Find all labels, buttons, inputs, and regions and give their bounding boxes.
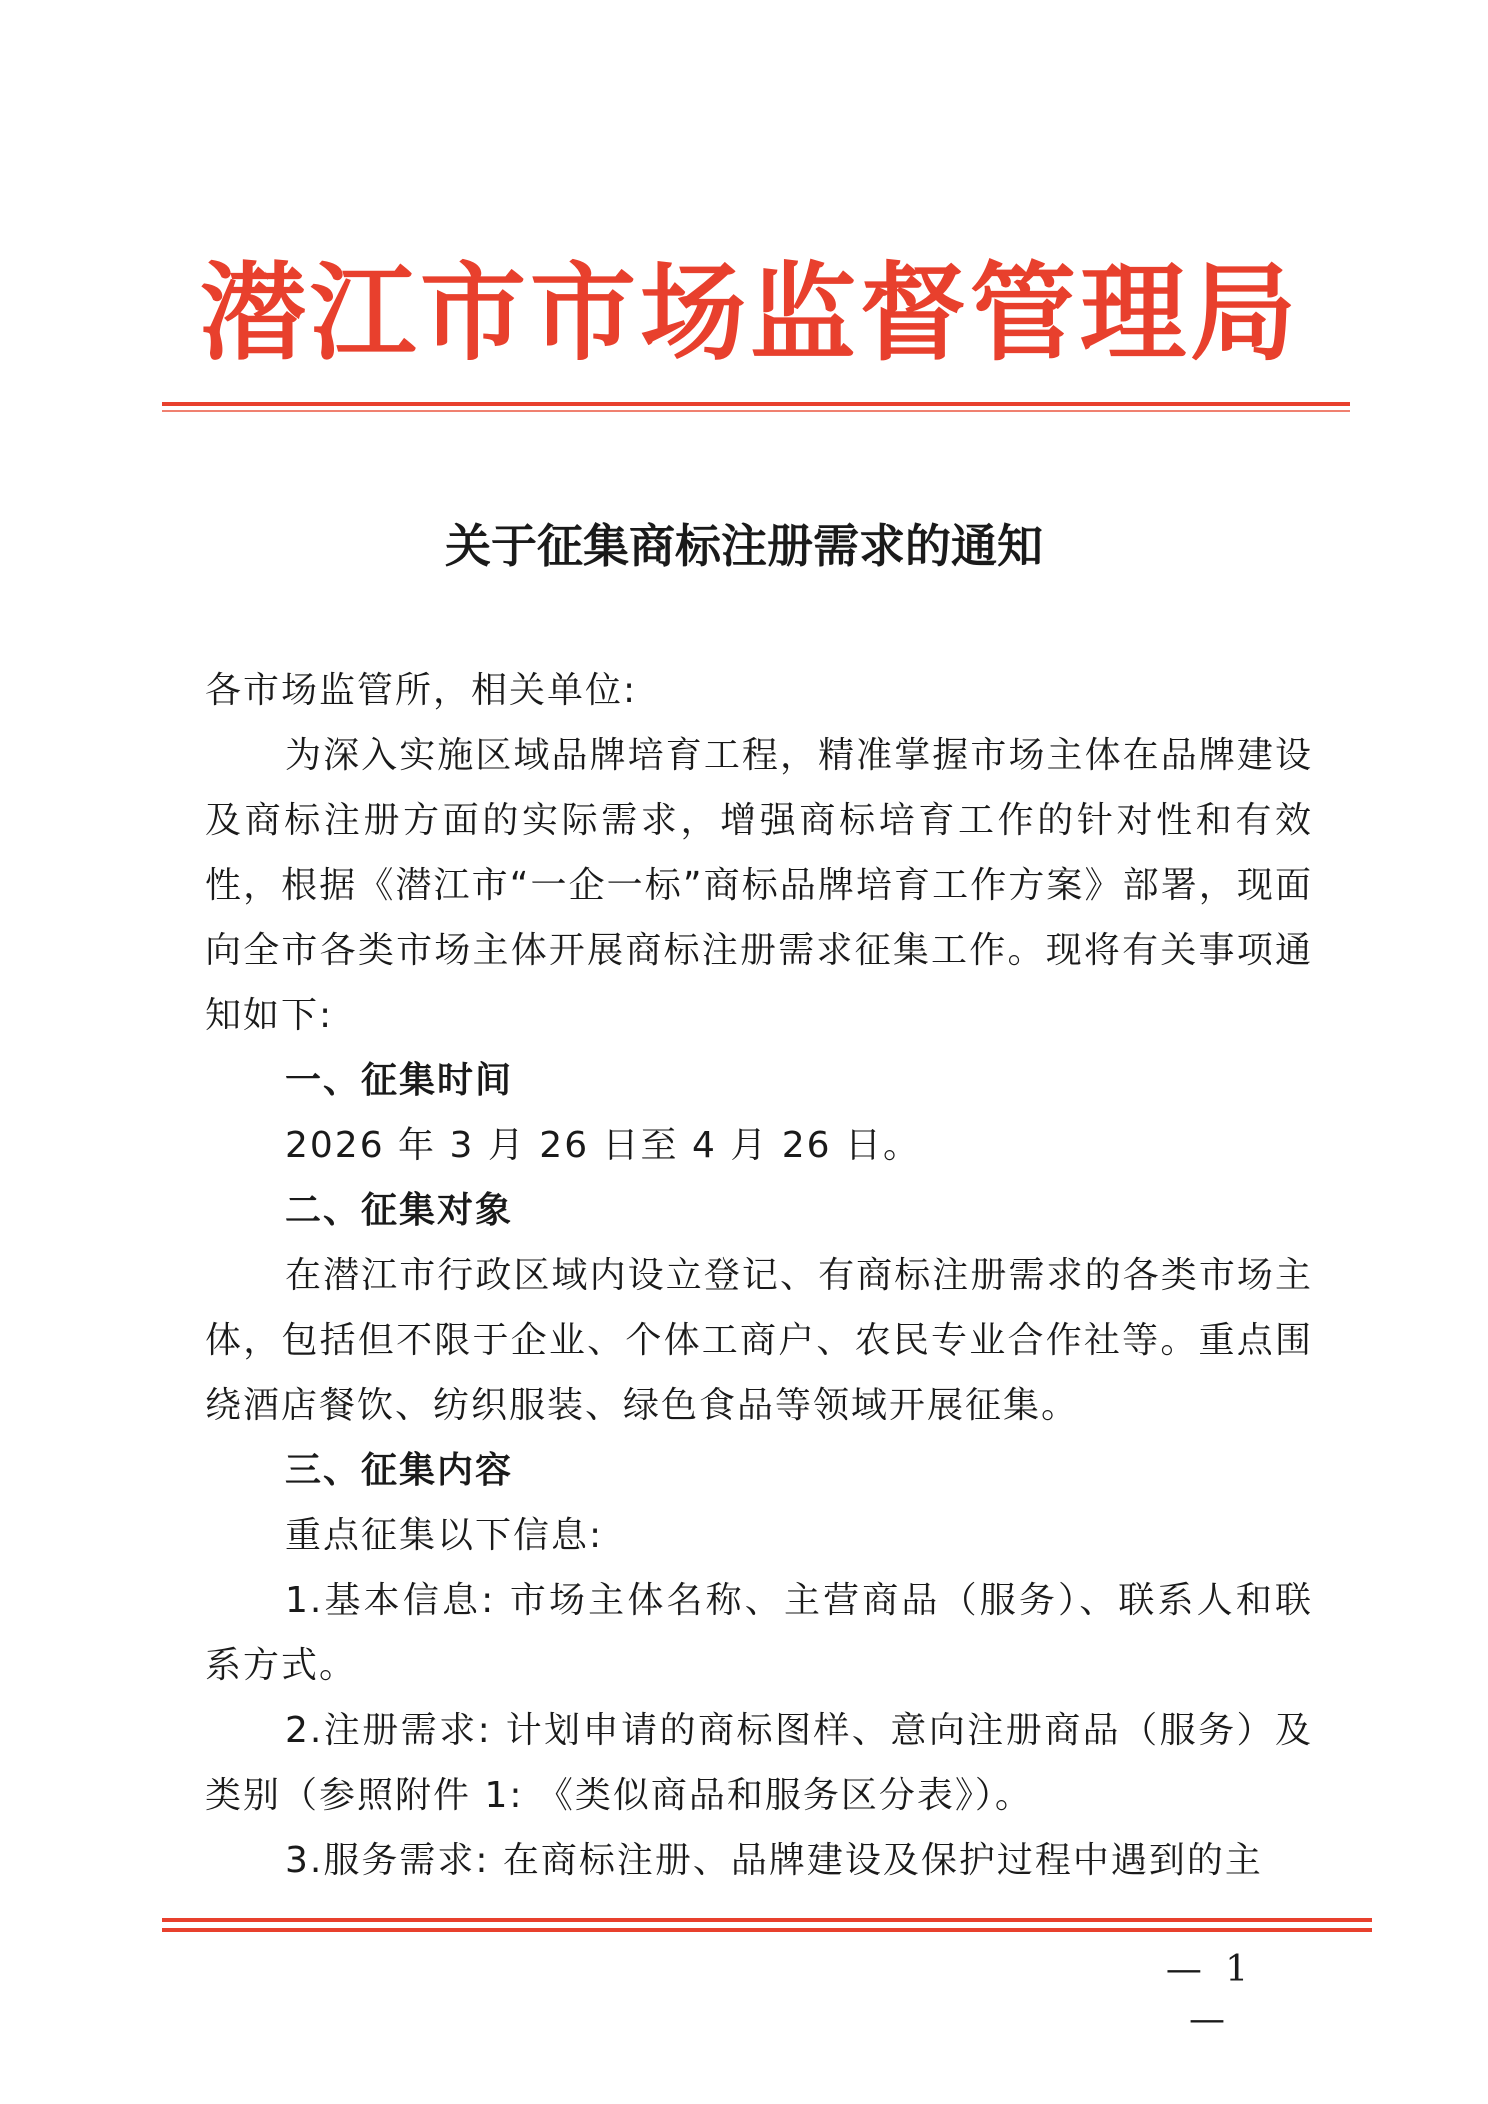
- page-number: — 1 —: [1165, 1949, 1255, 2040]
- salutation: 各市场监管所，相关单位:: [205, 670, 638, 711]
- section-heading-targets: 二、征集对象: [285, 1190, 514, 1231]
- section-heading-content: 三、征集内容: [285, 1450, 514, 1491]
- document-title: 关于征集商标注册需求的通知: [445, 519, 1043, 573]
- content-item-service-needs: 3.服务需求: 在商标注册、品牌建设及保护过程中遇到的主: [285, 1840, 1263, 1881]
- section-text-content: 重点征集以下信息:: [285, 1515, 604, 1556]
- content-item-registration-needs: 2.注册需求: 计划申请的商标图样、意向注册商品（服务）及类别（参照附件 1: 《类似商品和服务区分表》）。: [205, 1710, 1313, 1816]
- section-text-time: 2026 年 3 月 26 日至 4 月 26 日。: [285, 1125, 922, 1166]
- masthead-red-rule: [162, 402, 1350, 406]
- section-text-targets: 在潜江市行政区域内设立登记、有商标注册需求的各类市场主体，包括但不限于企业、个体工商户、农民专业合作社等。重点围绕酒店餐饮、纺织服装、绿色食品等领域开展征集。: [205, 1255, 1313, 1426]
- issuer-masthead: 潜江市市场监督管理局: [200, 250, 1300, 375]
- intro-paragraph: 为深入实施区域品牌培育工程，精准掌握市场主体在品牌建设及商标注册方面的实际需求，增强商标培育工作的针对性和有效性，根据《潜江市“一企一标”商标品牌培育工作方案》部署，现面向全市各类市场主体开展商标注册需求征集工作。现将有关事项通知如下:: [205, 735, 1313, 1036]
- section-heading-time: 一、征集时间: [285, 1060, 514, 1101]
- document-body: [205, 658, 1313, 1893]
- footer-red-rule: [162, 1918, 1372, 1922]
- content-item-basic-info: 1.基本信息: 市场主体名称、主营商品（服务）、联系人和联系方式。: [205, 1580, 1313, 1686]
